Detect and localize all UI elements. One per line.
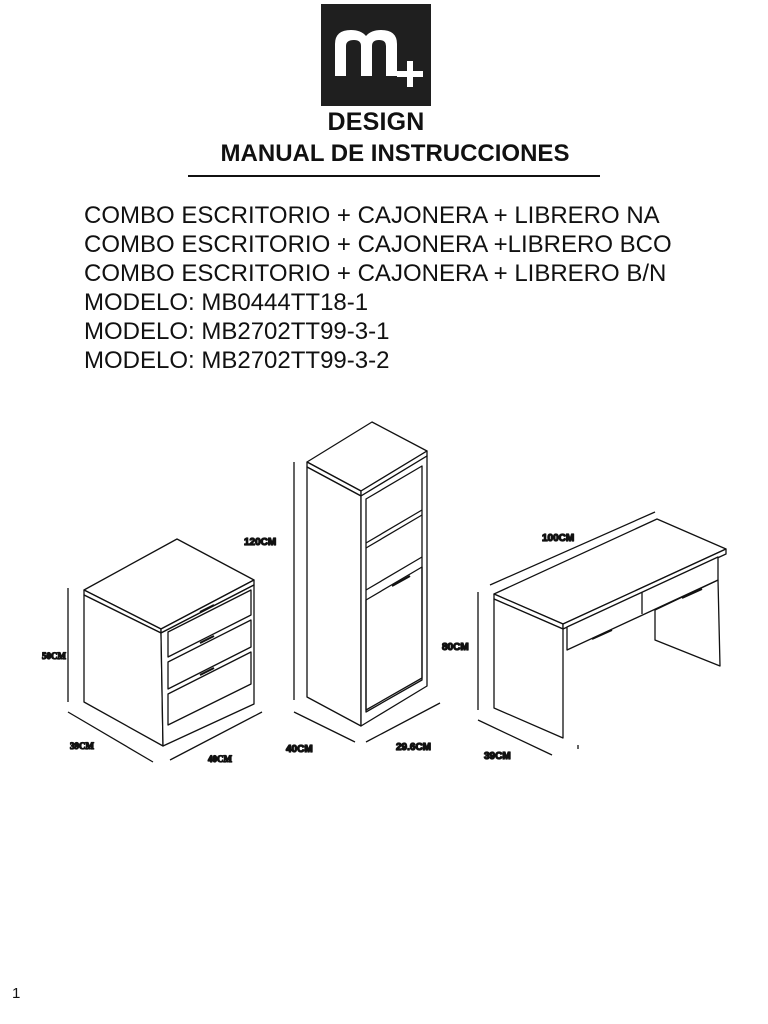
document-title: MANUAL DE INSTRUCCIONES — [220, 140, 570, 167]
desk-depth-label: 39CM — [484, 751, 511, 762]
product-line: COMBO ESCRITORIO + CAJONERA + LIBRERO B/N — [84, 260, 667, 287]
drawer-unit-drawing — [68, 539, 262, 762]
desk-drawing — [478, 512, 726, 755]
product-line: COMBO ESCRITORIO + CAJONERA + LIBRERO NA — [84, 202, 660, 229]
page-number: 1 — [12, 985, 21, 1002]
title-underline — [188, 175, 600, 177]
furniture-dimensions-figure — [0, 400, 768, 780]
m-plus-logo-mark — [321, 4, 431, 106]
brand-logo — [321, 4, 431, 106]
model-line: MODELO: MB2702TT99-3-2 — [84, 347, 390, 374]
bookcase-depth-label: 40CM — [286, 744, 313, 755]
bookcase-width-label: 29.6CM — [396, 742, 432, 753]
desk-height-label: 80CM — [442, 642, 469, 653]
model-line: MODELO: MB0444TT18-1 — [84, 289, 369, 316]
bookcase-height-label: 120CM — [244, 537, 277, 548]
desk-width-label: 100CM — [542, 533, 575, 544]
drawer-depth-label: 39CM — [70, 741, 94, 751]
product-list — [84, 201, 672, 375]
bookcase-drawing — [294, 422, 440, 742]
brand-name: DESIGN — [327, 108, 425, 136]
model-line: MODELO: MB2702TT99-3-1 — [84, 318, 390, 345]
product-line: COMBO ESCRITORIO + CAJONERA +LIBRERO BCO — [84, 231, 672, 258]
drawer-width-label: 40CM — [208, 754, 232, 764]
drawer-height-label: 50CM — [42, 651, 66, 661]
